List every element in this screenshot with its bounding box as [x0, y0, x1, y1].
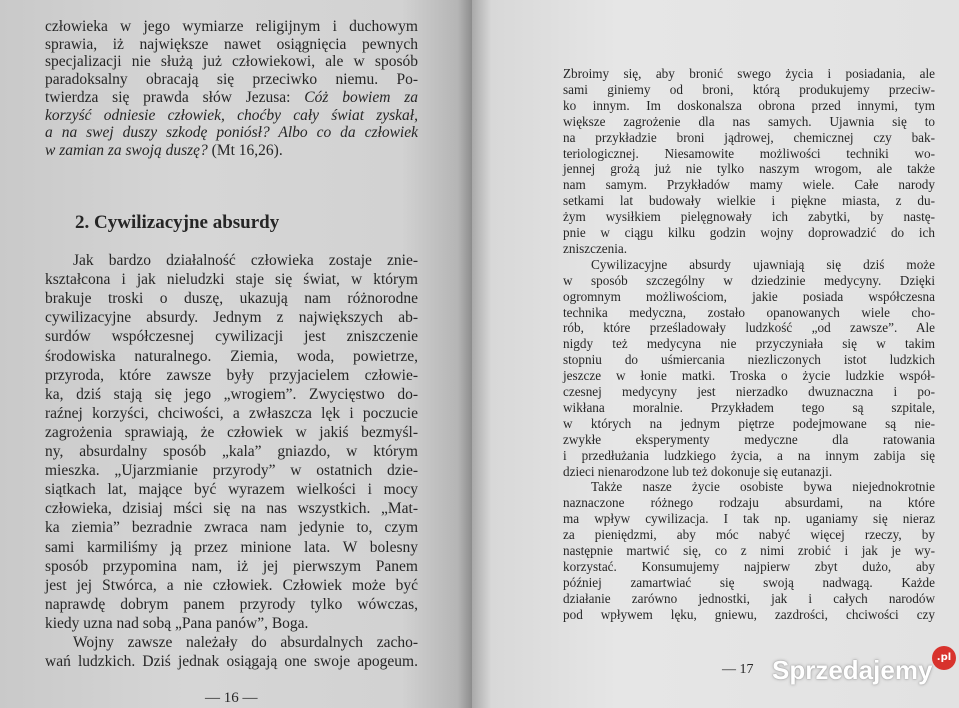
- text-segment: sprawia, iż największe nawet osiągnięcia pewnych: [45, 35, 418, 53]
- text-line: zagrożenia sprawiają, że człowiek w jakiś bezmyśl-: [45, 423, 418, 441]
- text-line: korzystać. Konsumujemy najpierw zbyt dużo, aby: [563, 558, 935, 574]
- text-line: przyroda, które zawsze były przyjacielem człowie-: [45, 366, 418, 384]
- text-line: [45, 124, 418, 142]
- watermark-badge: .pl: [932, 646, 956, 670]
- text-line: naprawdę dobrym panem przyrody tylko wówczas,: [45, 595, 418, 613]
- text-line: rób, które prześladowały ludzkość „od zawsze”. Ale: [563, 320, 935, 336]
- text-line: ka ziemia” bezradnie zwraca nam jedynie to, czym: [45, 519, 418, 537]
- text-line: siątkach lat, mające być wyrazem wielkości i mocy: [45, 481, 418, 499]
- text-line: jest jej Stwórca, a nie człowiek. Człowiek może być: [45, 576, 418, 594]
- text-line: brakuje troski o duszę, ukazują nam różnorodne: [45, 290, 418, 308]
- text-line: środowiska naturalnego. Ziemia, woda, powietrze,: [45, 347, 418, 365]
- text-line: [45, 36, 418, 54]
- text-line: zwykłe eksperymenty medyczne dla ratowania: [563, 431, 935, 447]
- text-line: nigdy też medycyna nie przyczyniała się w takim: [563, 336, 935, 352]
- text-line: sposób przypomina nam, iż jej pierwszym Panem: [45, 557, 418, 575]
- text-line: Cywilizacyjne absurdy ujawniają się dziś może: [591, 256, 935, 272]
- text-line: zniszczenia.: [563, 240, 628, 256]
- text-line: [45, 107, 418, 125]
- italic-quote: a na swej duszy szkodę poniósł? Albo co da człowiek: [45, 124, 418, 142]
- text-line: technika medyczna, zostało opanowanych wiele cho-: [563, 304, 935, 320]
- text-segment: (Mt 16,26).: [207, 141, 283, 159]
- text-line: kształcona i jak nieludzki staje się świat, w którym: [45, 271, 418, 289]
- text-line: dzieci nienarodzone lub też dokonuje się eutanazji.: [563, 463, 833, 479]
- text-line: w których na jednym piętrze podejmowane są nie-: [563, 415, 935, 431]
- text-segment: człowieka w jego wymiarze religijnym i duchowym: [45, 18, 418, 35]
- text-line: nam samym. Przykładów mamy wiele. Całe narody: [563, 177, 935, 193]
- text-line: i przedłużania ludzkiego życia, a na innym zabija się: [563, 447, 935, 463]
- text-line: jennej grożą już nie tylko naszym wrogom, ale także: [563, 161, 935, 177]
- text-line: pod wpływem lęku, gniewu, zazdrości, chciwości czy: [563, 606, 935, 622]
- text-line: za pieniędzmi, aby móc nabyć więcej rzeczy, by: [563, 527, 935, 543]
- text-line: następnie martwić się, co z nimi zrobić i jak je wy-: [563, 543, 935, 558]
- italic-quote: w zamian za swoją duszę?: [45, 141, 208, 159]
- text-line: [45, 89, 418, 107]
- text-line: mieszka. „Ujarzmianie przyrody” w ostatnich dzie-: [45, 462, 418, 480]
- text-line: ma wpływ cywilizacja. I tak np. uganiamy się nieraz: [563, 511, 935, 527]
- text-line: wikłana moralnie. Przykładem tego są szpitale,: [563, 399, 935, 415]
- text-line: wań ludzkich. Dziś jednak osiągają one swoje apogeum.: [45, 653, 418, 671]
- text-line: [45, 18, 418, 36]
- watermark-logo: Sprzedajemy: [772, 655, 933, 685]
- text-line: stopniu do uśmiercania niezliczonych istot ludzkich: [563, 352, 935, 368]
- text-line: [45, 142, 418, 160]
- text-line: ko innym. Im doskonalsza obrona przed innymi, tym: [563, 97, 935, 113]
- text-line: [45, 71, 418, 89]
- text-line: człowieka, dzisiaj mści się na nas wszystkich. „Mat-: [45, 500, 418, 518]
- text-line: ka, dziś stają się jego „wrogiem”. Zwycięstwo do-: [45, 385, 418, 403]
- text-line: raźnej korzyści, chciwości, a zwłaszcza lęk i poczucie: [45, 404, 418, 422]
- text-line: kiedy uzna nad sobą „Pana panów”, Boga.: [45, 614, 309, 632]
- italic-quote: Cóż bowiem za: [304, 88, 418, 106]
- text-line: setkami lat budowały wielkie i piękne miasta, z du-: [563, 193, 935, 209]
- text-line: Zbroimy się, aby bronić swego życia i posiadania, ale: [563, 66, 935, 81]
- text-line: Wojny zawsze należały do absurdalnych zacho-: [73, 634, 418, 651]
- text-line: sami karmiliśmy ją przez minione lata. W bolesny: [45, 538, 418, 556]
- text-line: sami giniemy od broni, którą produkujemy przeciw-: [563, 81, 935, 97]
- italic-quote: korzyść odniesie człowiek, choćby cały świat zyskał,: [45, 106, 418, 124]
- text-line: większe zagrożenie dla nas samych. Ujawnia się to: [563, 113, 935, 129]
- section-heading: 2. Cywilizacyjne absurdy: [75, 212, 280, 233]
- right-page: [472, 0, 959, 708]
- text-line: na przykładzie broni jądrowej, chemicznej czy bak-: [563, 129, 935, 145]
- text-line: żym wysiłkiem pielęgnowały ich zabytki, by nastę-: [563, 209, 935, 225]
- text-line: pnie w ciągu kilku godzin wojny doprowadzić do ich: [563, 225, 935, 240]
- text-line: jeszcze w łonie matki. Troska o życie ludzkie współ-: [563, 368, 935, 384]
- text-segment: paradoksalny obracają się przeciwko niemu. Po-: [45, 71, 418, 89]
- text-line: później zamartwiać się swoją nadwagą. Każde: [563, 574, 935, 590]
- text-line: surdów współczesnej cywilizacji jest zniszczenie: [45, 328, 418, 346]
- text-line: cywilizacyjne absurdy. Jednym z największych ab-: [45, 309, 418, 327]
- text-line: Jak bardzo działalność człowieka zostaje znie-: [73, 252, 418, 269]
- text-line: [45, 53, 418, 71]
- text-line: czesnej medycyny jest nierzadko dwuznaczna i po-: [563, 384, 935, 399]
- text-segment: specjalizacji nie służą już człowiekowi, ale w sposób: [45, 53, 418, 71]
- page-number: — 16 —: [205, 690, 258, 706]
- text-line: naznaczone różnego rodzaju absurdami, na które: [563, 495, 935, 511]
- text-line: w sposób szczególny w dziedzinie medycyny. Dzięki: [563, 272, 935, 288]
- text-line: teriologicznej. Niesamowite możliwości techniki wo-: [563, 145, 935, 161]
- left-page: [0, 0, 472, 708]
- text-segment: twierdza się prawda słów Jezusa:: [45, 88, 305, 106]
- text-line: Także nasze życie osobiste bywa niejednokrotnie: [591, 479, 935, 495]
- text-line: działanie zarówno jednostki, jak i całych narodów: [563, 590, 935, 606]
- page-number: — 17: [722, 662, 754, 677]
- text-line: ogromnym możliwościom, jakie posiada współczesna: [563, 288, 935, 304]
- text-line: ny, absurdalny sposób „kala” gniazdo, w którym: [45, 443, 418, 460]
